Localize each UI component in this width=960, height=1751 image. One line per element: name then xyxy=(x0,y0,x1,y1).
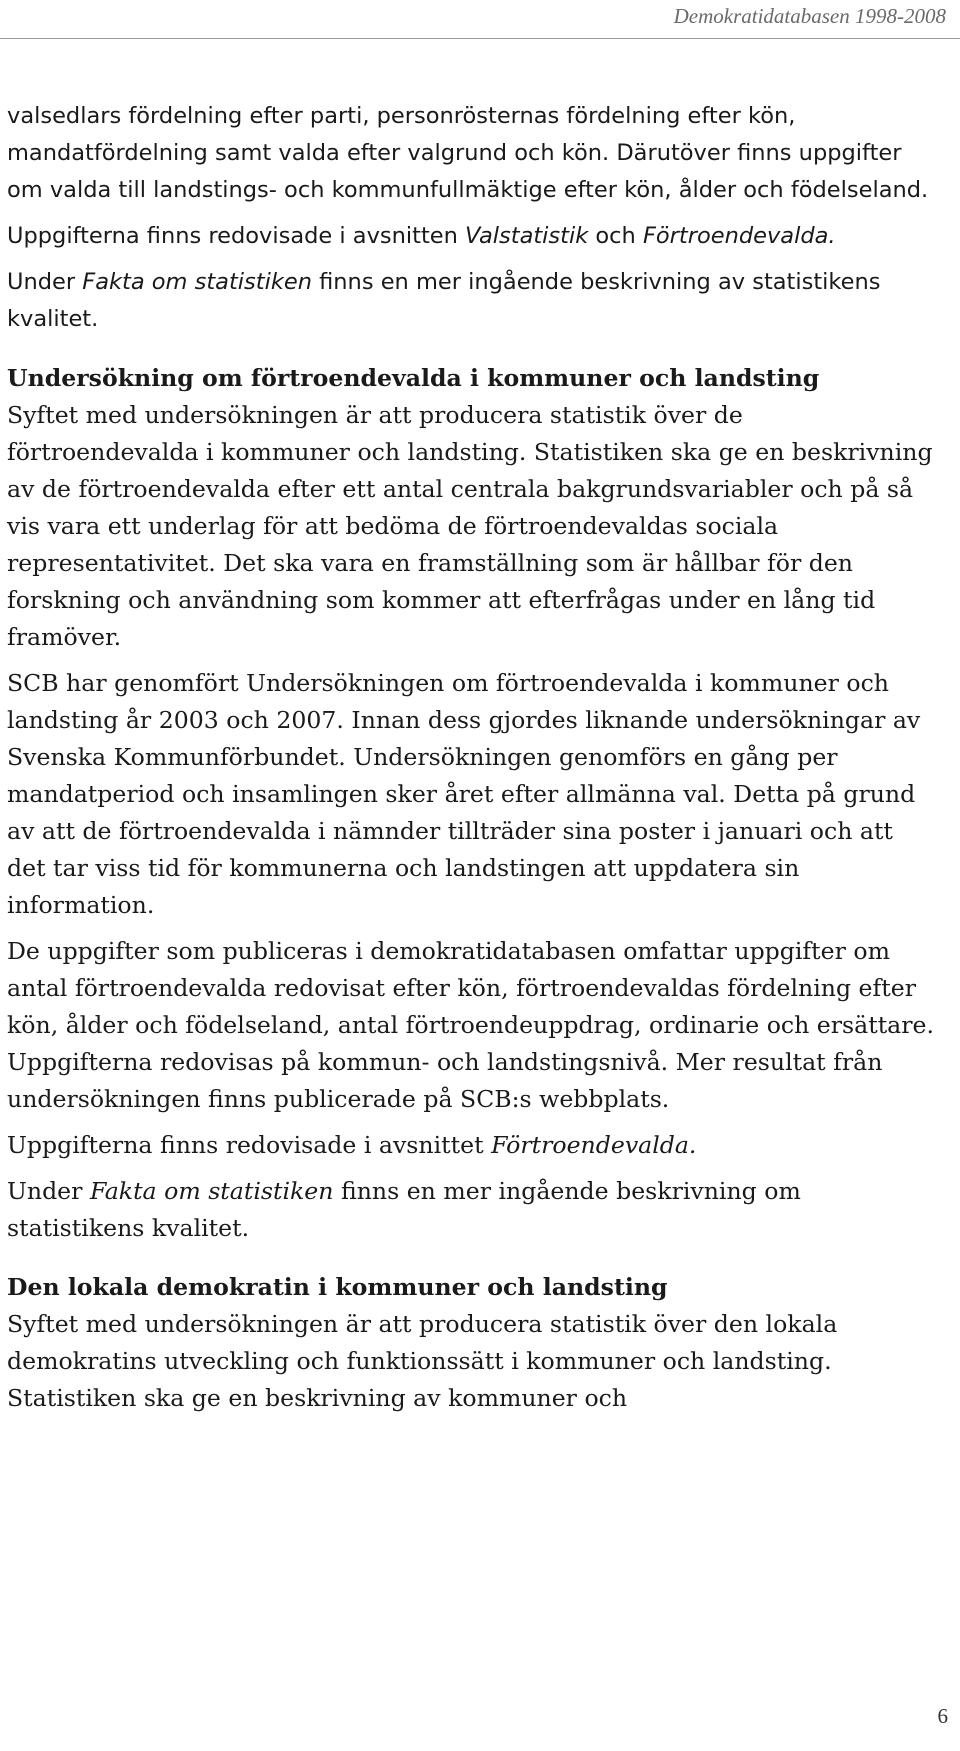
fortroendevalda-paragraph-5 xyxy=(7,1173,937,1247)
fakta-om-statistiken-reference-2: Fakta om statistiken xyxy=(89,1177,334,1205)
section-heading-lokala-demokratin: Den lokala demokratin i kommuner och landsting xyxy=(7,1273,668,1301)
fortroendevalda-section-reference: Förtroendevalda. xyxy=(491,1131,697,1159)
intro-paragraph-2 xyxy=(7,218,937,255)
demokrati-paragraph-1: Syftet med undersökningen är att producera statistik över den lokala demokratins utveckling och funktionssätt i kommuner och landsting. Statistiken ska ge en beskrivning av kommuner och xyxy=(7,1310,838,1412)
section-fortroendevalda xyxy=(7,360,937,656)
intro-p2-mid: och xyxy=(588,223,643,249)
header-divider xyxy=(0,38,960,39)
fortroendevalda-reference: Förtroendevalda. xyxy=(642,223,836,249)
section-lokala-demokratin xyxy=(7,1269,937,1417)
fortroendevalda-paragraph-3: De uppgifter som publiceras i demokratidatabasen omfattar uppgifter om antal förtroendevalda redovisat efter kön, förtroendevaldas fördelning efter kön, ålder och födelseland, antal förtroendeuppdrag, ordinarie och ersättare. Uppgifterna redovisas på kommun- och landstingsnivå. Mer resultat från undersökningen finns publicerade på SCB:s webbplats. xyxy=(7,937,934,1113)
intro-p3-suffix: finns en mer ingående beskrivning av statistikens kvalitet. xyxy=(7,269,881,332)
fortroendevalda-p4-prefix: Uppgifterna finns redovisade i avsnittet xyxy=(7,1131,492,1159)
document-body xyxy=(7,98,937,1426)
fortroendevalda-paragraph-1: Syftet med undersökningen är att producera statistik över de förtroendevalda i kommuner och landsting. Statistiken ska ge en beskrivning av de förtroendevalda efter ett antal centrala bakgrundsvariabler och på så vis vara ett underlag för att bedöma de förtroendevaldas sociala representativitet. Det ska vara en framställning som är hållbar för den forskning och användning som kommer att efterfrågas under en lång tid framöver. xyxy=(7,401,933,651)
intro-p2-prefix: Uppgifterna finns redovisade i avsnitten xyxy=(7,223,466,249)
running-header: Demokratidatabasen 1998-2008 xyxy=(673,4,946,28)
valstatistik-reference: Valstatistik xyxy=(465,223,589,249)
fakta-om-statistiken-reference: Fakta om statistiken xyxy=(82,269,312,295)
page-number: 6 xyxy=(937,1704,948,1728)
fortroendevalda-p5-prefix: Under xyxy=(7,1177,90,1205)
intro-p3-prefix: Under xyxy=(7,269,83,295)
section-heading-fortroendevalda: Undersökning om förtroendevalda i kommuner och landsting xyxy=(7,364,820,392)
intro-paragraph-3 xyxy=(7,264,937,338)
fortroendevalda-paragraph-2: SCB har genomfört Undersökningen om förtroendevalda i kommuner och landsting år 2003 och 2007. Innan dess gjordes liknande undersökningar av Svenska Kommunförbundet. Undersökningen genomförs en gång per mandatperiod och insamlingen sker året efter allmänna val. Detta på grund av att de förtroendevalda i nämnder tillträder sina poster i januari och att det tar viss tid för kommunerna och landstingen att uppdatera sin information. xyxy=(7,669,921,919)
intro-paragraph-1: valsedlars fördelning efter parti, personrösternas fördelning efter kön, mandatfördelning samt valda efter valgrund och kön. Därutöver finns uppgifter om valda till landstings- och kommunfullmäktige efter kön, ålder och födelseland. xyxy=(7,103,929,203)
fortroendevalda-paragraph-4 xyxy=(7,1127,937,1164)
fortroendevalda-p5-suffix: finns en mer ingående beskrivning om statistikens kvalitet. xyxy=(7,1177,801,1242)
